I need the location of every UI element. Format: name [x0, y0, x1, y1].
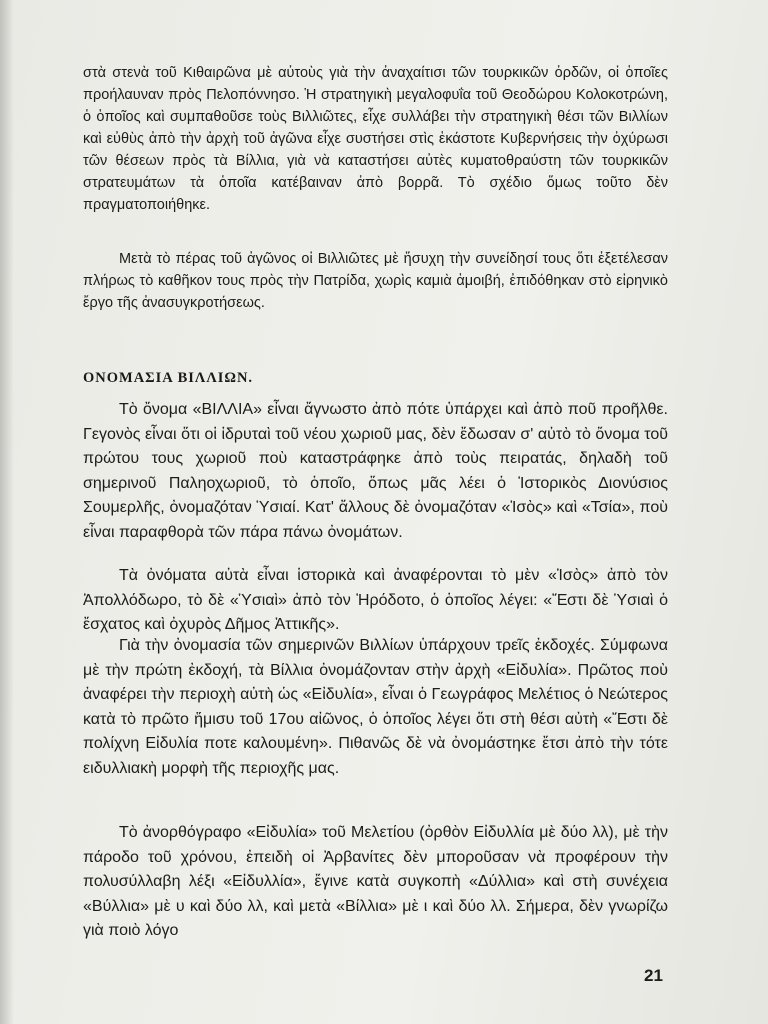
page-number: 21	[644, 966, 663, 985]
paragraph-name-origin: Τὸ ὄνομα «ΒΙΛΛΙΑ» εἶναι ἄγνωστο ἀπὸ πότε ὑπάρχει καὶ ἀπὸ ποῦ προῆλθε. Γεγονὸς εἶναι ὅτι οἱ ἱδρυταὶ τοῦ νέου χωριοῦ μας, δὲν ἔδωσαν σ' αὐτὸ τὸ ὄνομα τοῦ πρώτου τους χωριοῦ ποὺ καταστράφηκε ἀπὸ τοὺς πειρατάς, δηλαδὴ τοῦ σημερινοῦ Παληοχωριοῦ, τὸ ὁποῖο, ὅπως μᾶς λέει ὁ Ἱστορικὸς Διονύσιος Σουμερλῆς, ὀνομαζόταν Ὑσιαί. Κατ' ἄλλους δὲ ὀνομαζόταν «Ἰσὸς» καὶ «Τσία», ποὺ εἶναι παραφθορὰ τῶν πάρα πάνω ὀνομάτων.	[83, 401, 668, 541]
paragraph-historical-names: Τὰ ὀνόματα αὐτὰ εἶναι ἱστορικὰ καὶ ἀναφέρονται τὸ μὲν «Ἰσὸς» ἀπὸ τὸν Ἀπολλόδωρο, τὸ δὲ «Ὑσιαὶ» ἀπὸ τὸν Ἡρόδοτο, ὁ ὁποῖος λέγει: «Ἔστι δὲ Ὑσιαὶ ὁ ἔσχατος καὶ ὀχυρὸς Δῆμος Ἀττικῆς».	[83, 567, 668, 633]
page-edge-shadow	[0, 0, 14, 1024]
paragraph-after-war: Μετὰ τὸ πέρας τοῦ ἀγῶνος οἱ Βιλλιῶτες μὲ ἥσυχη τὴν συνείδησί τους ὅτι ἐξετέλεσαν πλήρως τὸ καθῆκον τους πρὸς τὴν Πατρίδα, χωρὶς καμιὰ ἀμοιβή, ἐπιδόθηκαν στὸ εἰρηνικὸ ἔργο τῆς ἀνασυγκροτήσεως.	[83, 251, 668, 311]
paragraph-three-versions: Γιὰ τὴν ὀνομασία τῶν σημερινῶν Βιλλίων ὑπάρχουν τρεῖς ἐκδοχές. Σύμφωνα μὲ τὴν πρώτη ἐκδοχή, τὰ Βίλλια ὀνομάζονταν στὴν ἀρχὴ «Εἰδυλία». Πρῶτος ποὺ ἀναφέρει τὴν περιοχὴ αὐτὴ ὡς «Εἰδυλία», εἶναι ὁ Γεωγράφος Μελέτιος ὁ Νεώτερος κατὰ τὸ πρῶτο ἥμισυ τοῦ 17ου αἰῶνος, ὁ ὁποῖος λέγει ὅτι στὴ θέσι αὐτὴ «Ἔστι δὲ πολίχνη Εἰδυλία ποτε καλουμένη». Πιθανῶς δὲ νὰ ὀνομάστηκε ἔτσι ἀπὸ τὴν τότε ειδυλλιακὴ μορφὴ τῆς περιοχῆς μας.	[83, 637, 668, 777]
paragraph-misspelling: Τὸ ἀνορθόγραφο «Εἰδυλία» τοῦ Μελετίου (ὀρθὸν Εἰδυλλία μὲ δύο λλ), μὲ τὴν πάροδο τοῦ χρόνου, ἐπειδὴ οἱ Ἀρβανίτες δὲν μποροῦσαν νὰ προφέρουν τὴν πολυσύλλαβη λέξι «Εἰδυλλία», ἔγινε κατὰ συγκοπὴ «Δύλλια» καὶ στὴ συνέχεια «Βύλλια» μὲ υ καὶ δύο λλ, καὶ μετὰ «Βίλλια» μὲ ι καὶ δύο λλ. Σήμερα, δὲν γνωρίζω γιὰ ποιὸ λόγο	[83, 824, 668, 939]
paragraph-kolokotronis: στὰ στενὰ τοῦ Κιθαιρῶνα μὲ αὐτοὺς γιὰ τὴν ἀναχαίτισι τῶν τουρκικῶν ὀρδῶν, οἱ ὁποῖες προήλαυναν πρὸς Πελοπόννησο. Ἡ στρατηγικὴ μεγαλοφυΐα τοῦ Θεοδώρου Κολοκοτρώνη, ὁ ὁποῖος καὶ συμπαθοῦσε τοὺς Βιλλιῶτες, εἶχε συλλάβει τὴν στρατηγικὴ θέσι τῶν Βιλλίων καὶ εὐθὺς ἀπὸ τὴν ἀρχὴ τοῦ ἀγῶνα εἶχε συστήσει στὶς ἑκάστοτε Κυβερνήσεις τὴν ὀχύρωσι τῶν θέσεων πρὸς τὰ Βίλλια, γιὰ νὰ καταστήσει αὐτὲς κυματοθραύστη τῶν τουρκικῶν στρατευμάτων τὰ ὁποῖα κατέβαιναν ἀπὸ βορρᾶ. Τὸ σχέδιο ὅμως τοῦτο δὲν πραγματοποιήθηκε.	[83, 65, 668, 213]
section-heading: ΟΝΟΜΑΣΙΑ ΒΙΛΛΙΩΝ.	[83, 370, 254, 386]
